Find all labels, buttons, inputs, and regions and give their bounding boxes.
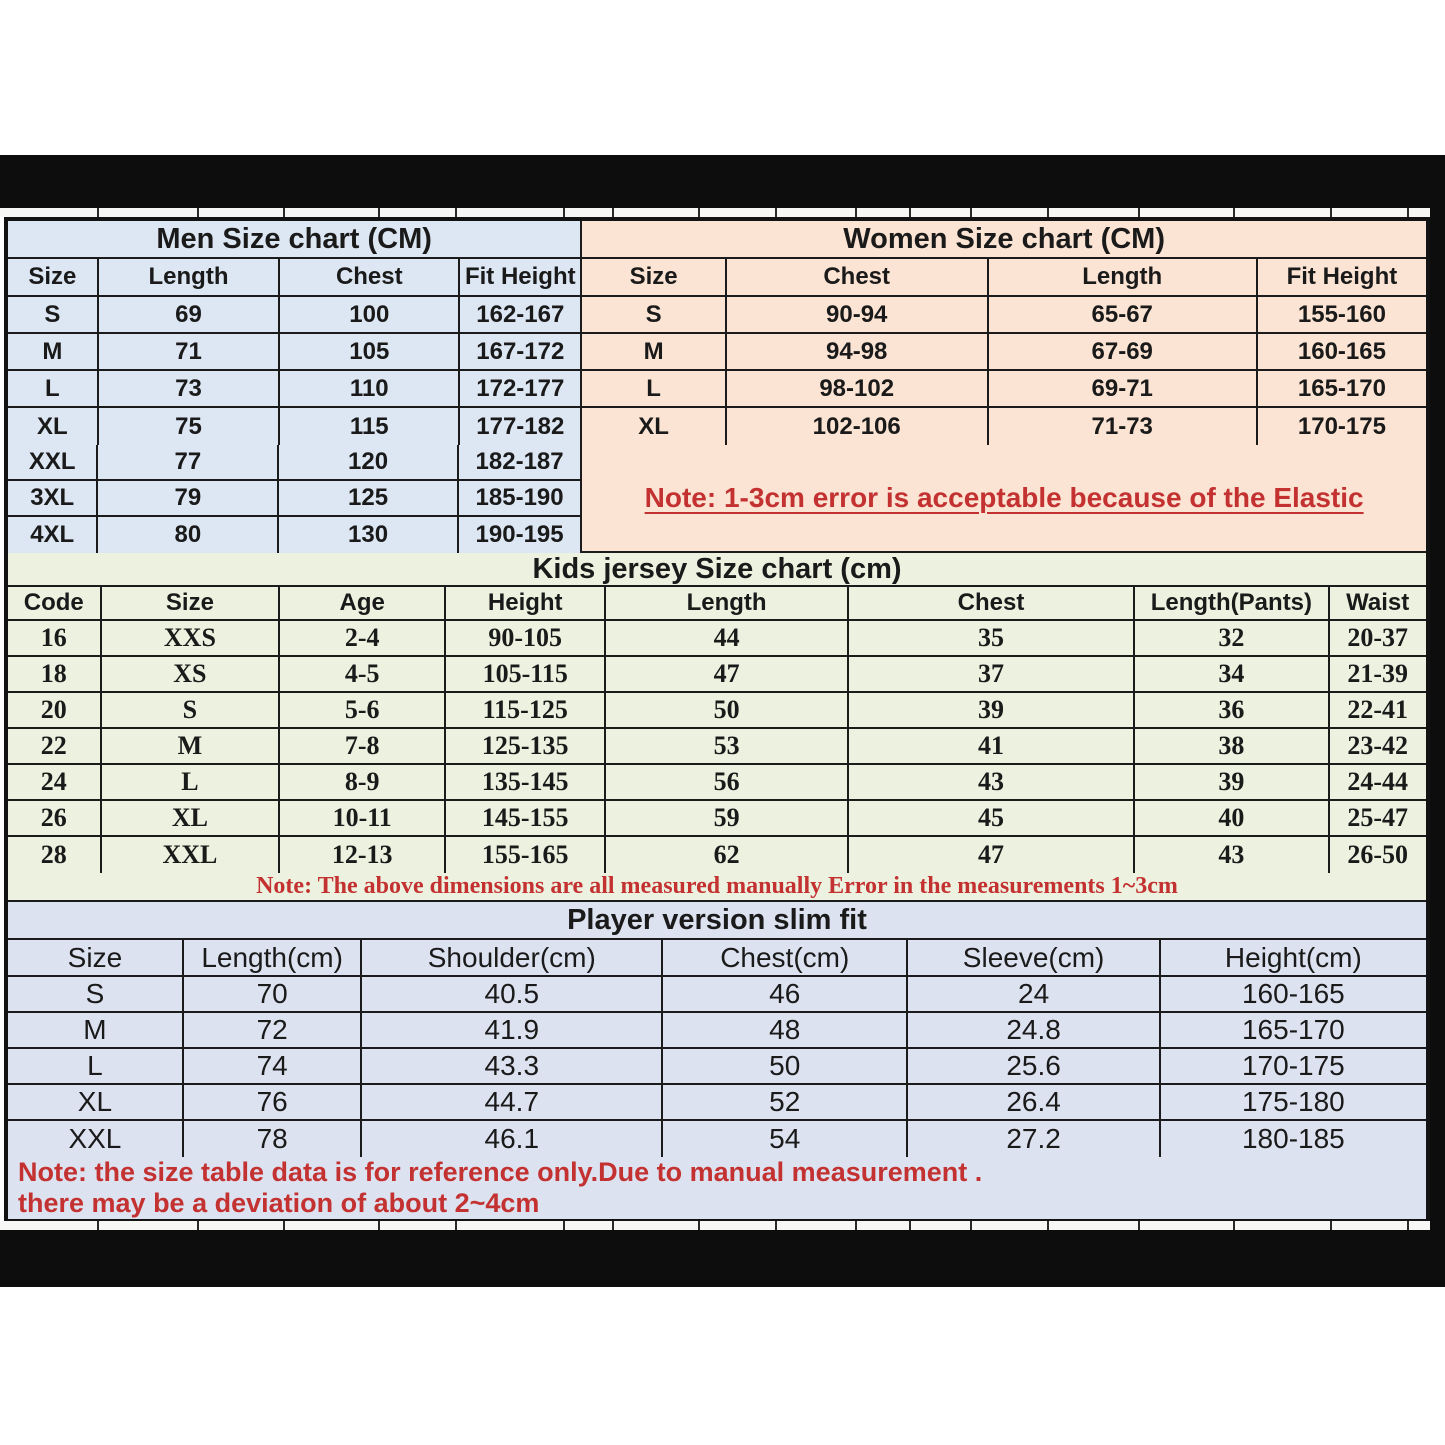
grid-tick: [283, 1221, 285, 1230]
kids-cell-6: 39: [1135, 765, 1329, 799]
size-chart-sheet: [4, 217, 1430, 1222]
men-women-data-rows: [8, 297, 1426, 445]
men-cell-3: 177-182: [460, 408, 582, 445]
kids-cell-0: 28: [8, 837, 102, 873]
right-letterbox-strip: [1430, 208, 1445, 1230]
top-letterbox-bar: [0, 155, 1445, 208]
bottom-crop-row-strip: [0, 1221, 1430, 1230]
grid-tick: [698, 1221, 700, 1230]
player-cell-5: 165-170: [1241, 1014, 1345, 1045]
kids-cell-4: 53: [606, 729, 848, 763]
grid-tick: [970, 208, 972, 217]
grid-tick: [1330, 1221, 1332, 1230]
men-cell-3: 182-187: [459, 445, 580, 479]
kids-cell-1: M: [102, 729, 281, 763]
kids-cell-7: 20-37: [1347, 623, 1409, 652]
men-row-0: [8, 297, 1426, 334]
men-women-header-row: [8, 259, 1426, 297]
kids-cell-1: S: [102, 693, 281, 727]
kids-cell-7: 21-39: [1347, 659, 1409, 688]
men-cell-0: XXL: [8, 445, 98, 479]
kids-cell-2: 7-8: [280, 729, 446, 763]
player-cell-3: 52: [663, 1085, 908, 1119]
kids-cell-5: 43: [849, 765, 1135, 799]
kids-cell-7: 26-50: [1347, 840, 1409, 869]
player-row-3: [8, 1085, 1426, 1121]
grid-tick: [455, 208, 457, 217]
kids-cell-3: 145-155: [446, 801, 606, 835]
grid-tick: [698, 208, 700, 217]
kids-cell-7: 22-41: [1347, 695, 1409, 724]
grid-tick: [1407, 1221, 1409, 1230]
men-cell-1: 71: [99, 334, 281, 369]
kids-cell-4: 44: [606, 621, 848, 655]
kids-cell-3: 135-145: [446, 765, 606, 799]
men-size-chart-title: Men Size chart (CM): [8, 221, 582, 257]
men-cell-2: 115: [280, 408, 460, 445]
women-size-chart-title: Women Size chart (CM): [582, 221, 1426, 257]
kids-cell-7: 25-47: [1347, 803, 1409, 832]
kids-cell-6: 34: [1135, 657, 1329, 691]
men-cell-2: 120: [279, 445, 459, 479]
kids-cell-1: L: [102, 765, 281, 799]
player-cell-2: 46.1: [362, 1121, 663, 1157]
player-cell-4: 27.2: [908, 1121, 1160, 1157]
player-cell-3: 48: [663, 1013, 908, 1047]
bottom-note-row: [8, 1157, 1426, 1219]
player-row-4: [8, 1121, 1426, 1157]
women-cell-5: 94-98: [727, 334, 989, 369]
women-cell-4: S: [582, 297, 727, 332]
kids-cell-6: 32: [1135, 621, 1329, 655]
men-cell-2: 110: [280, 371, 460, 406]
men-header-cell-0: Size: [8, 259, 99, 295]
player-cell-5: 180-185: [1241, 1123, 1345, 1154]
kids-row-0: [8, 621, 1426, 657]
kids-cell-2: 10-11: [280, 801, 446, 835]
player-cell-5: 160-165: [1241, 978, 1345, 1009]
player-row-1: [8, 1013, 1426, 1049]
men-cell-1: 80: [98, 517, 279, 553]
grid-tick: [775, 1221, 777, 1230]
player-cell-3: 50: [663, 1049, 908, 1083]
top-crop-row-strip: [0, 208, 1430, 217]
women-cell-4: M: [582, 334, 727, 369]
grid-tick: [612, 1221, 614, 1230]
men-cell-3: 172-177: [460, 371, 582, 406]
kids-cell-0: 26: [8, 801, 102, 835]
player-cell-2: 41.9: [362, 1013, 663, 1047]
kids-cell-4: 59: [606, 801, 848, 835]
player-cell-2: 43.3: [362, 1049, 663, 1083]
kids-header-cell-0: Code: [8, 587, 102, 619]
kids-cell-2: 8-9: [280, 765, 446, 799]
player-cell-4: 25.6: [908, 1049, 1160, 1083]
grid-tick: [378, 208, 380, 217]
player-cell-0: XXL: [8, 1121, 184, 1157]
kids-cell-3: 115-125: [446, 693, 606, 727]
men-row-2: [8, 371, 1426, 408]
grid-tick: [283, 208, 285, 217]
women-cell-5: 102-106: [727, 408, 989, 445]
kids-cell-4: 56: [606, 765, 848, 799]
kids-cell-4: 47: [606, 657, 848, 691]
grid-tick: [1138, 1221, 1140, 1230]
women-cell-6: 65-67: [989, 297, 1258, 332]
player-header-cell-2: Shoulder(cm): [362, 940, 663, 975]
kids-cell-5: 35: [849, 621, 1135, 655]
men-cell-0: 4XL: [8, 517, 98, 553]
kids-cell-0: 20: [8, 693, 102, 727]
section-titles-row: [8, 221, 1426, 259]
women-cell-4: XL: [582, 408, 727, 445]
grid-tick: [97, 1221, 99, 1230]
player-cell-3: 54: [663, 1121, 908, 1157]
kids-cell-6: 40: [1135, 801, 1329, 835]
kids-cell-4: 62: [606, 837, 848, 873]
kids-header-cell-7: Waist: [1346, 589, 1410, 616]
player-cell-0: M: [8, 1013, 184, 1047]
kids-cell-5: 45: [849, 801, 1135, 835]
kids-header-cell-1: Size: [102, 587, 281, 619]
women-cell-6: 71-73: [989, 408, 1258, 445]
men-cell-3: 162-167: [460, 297, 582, 332]
kids-size-chart-title: Kids jersey Size chart (cm): [8, 553, 1426, 587]
kids-cell-5: 37: [849, 657, 1135, 691]
kids-cell-2: 2-4: [280, 621, 446, 655]
women-cell-7: 155-160: [1258, 297, 1426, 332]
player-cell-4: 24.8: [908, 1013, 1160, 1047]
kids-cell-2: 5-6: [280, 693, 446, 727]
bottom-note-line2: there may be a deviation of about 2~4cm: [18, 1188, 540, 1218]
women-cell-7: 165-170: [1258, 371, 1426, 406]
men-header-cell-3: Fit Height: [460, 259, 582, 295]
kids-header-cell-5: Chest: [849, 587, 1135, 619]
player-data-rows: [8, 977, 1426, 1157]
kids-note-row: [8, 873, 1426, 902]
women-note-cell: [582, 445, 1426, 551]
men-cell-3: 185-190: [459, 481, 580, 515]
men-cell-0: XL: [8, 408, 99, 445]
men-cell-1: 73: [99, 371, 281, 406]
kids-header-cell-3: Height: [446, 587, 606, 619]
women-cell-7: 160-165: [1258, 334, 1426, 369]
kids-cell-1: XL: [102, 801, 281, 835]
player-cell-5: 170-175: [1241, 1050, 1345, 1081]
grid-tick: [1330, 208, 1332, 217]
grid-tick: [197, 208, 199, 217]
kids-row-5: [8, 801, 1426, 837]
women-cell-7: 170-175: [1258, 408, 1426, 445]
men-cell-1: 77: [98, 445, 279, 479]
men-row-0: [8, 445, 580, 481]
kids-cell-5: 47: [849, 837, 1135, 873]
men-cell-3: 167-172: [460, 334, 582, 369]
grid-tick: [1138, 208, 1140, 217]
women-header-cell-7: Fit Height: [1258, 259, 1426, 295]
kids-cell-2: 12-13: [280, 837, 446, 873]
grid-tick: [909, 1221, 911, 1230]
women-cell-5: 90-94: [727, 297, 989, 332]
player-version-title: Player version slim fit: [8, 902, 1426, 940]
men-header-cell-1: Length: [99, 259, 281, 295]
women-cell-5: 98-102: [727, 371, 989, 406]
kids-cell-7: 23-42: [1347, 731, 1409, 760]
women-cell-6: 67-69: [989, 334, 1258, 369]
kids-cell-6: 36: [1135, 693, 1329, 727]
player-cell-2: 40.5: [362, 977, 663, 1011]
women-header-cell-4: Size: [582, 259, 727, 295]
kids-row-2: [8, 693, 1426, 729]
grid-tick: [970, 1221, 972, 1230]
kids-cell-4: 50: [606, 693, 848, 727]
player-cell-1: 72: [184, 1013, 363, 1047]
player-cell-3: 46: [663, 977, 908, 1011]
kids-header-cell-2: Age: [280, 587, 446, 619]
player-row-0: [8, 977, 1426, 1013]
men-cell-2: 105: [280, 334, 460, 369]
player-cell-1: 76: [184, 1085, 363, 1119]
kids-row-4: [8, 765, 1426, 801]
kids-row-3: [8, 729, 1426, 765]
kids-cell-5: 41: [849, 729, 1135, 763]
men-header-cell-2: Chest: [280, 259, 460, 295]
player-cell-0: L: [8, 1049, 184, 1083]
player-cell-4: 26.4: [908, 1085, 1160, 1119]
women-cell-4: L: [582, 371, 727, 406]
player-cell-2: 44.7: [362, 1085, 663, 1119]
grid-tick: [1407, 208, 1409, 217]
grid-tick: [1233, 208, 1235, 217]
player-cell-1: 78: [184, 1121, 363, 1157]
grid-tick: [97, 208, 99, 217]
bottom-letterbox-bar: [0, 1230, 1445, 1287]
kids-header-cell-6: Length(Pants): [1135, 587, 1329, 619]
grid-tick: [909, 208, 911, 217]
player-cell-4: 24: [908, 977, 1160, 1011]
men-cell-2: 100: [280, 297, 460, 332]
men-extra-size-rows: [8, 445, 582, 551]
grid-tick: [775, 208, 777, 217]
kids-cell-3: 105-115: [446, 657, 606, 691]
kids-cell-3: 90-105: [446, 621, 606, 655]
kids-cell-1: XS: [102, 657, 281, 691]
kids-cell-7: 24-44: [1347, 767, 1409, 796]
player-header-cell-1: Length(cm): [184, 940, 363, 975]
player-header-cell-4: Sleeve(cm): [908, 940, 1160, 975]
grid-tick: [855, 208, 857, 217]
grid-tick: [1047, 208, 1049, 217]
kids-cell-1: XXL: [102, 837, 281, 873]
grid-tick: [455, 1221, 457, 1230]
kids-header-cell-4: Length: [606, 587, 848, 619]
player-cell-5: 175-180: [1241, 1086, 1345, 1117]
kids-data-rows: [8, 621, 1426, 873]
men-cell-0: M: [8, 334, 99, 369]
women-header-cell-6: Length: [989, 259, 1258, 295]
kids-row-6: [8, 837, 1426, 873]
grid-tick: [1233, 1221, 1235, 1230]
kids-header-row: [8, 587, 1426, 621]
kids-cell-2: 4-5: [280, 657, 446, 691]
grid-tick: [563, 208, 565, 217]
kids-cell-3: 155-165: [446, 837, 606, 873]
player-cell-0: XL: [8, 1085, 184, 1119]
player-header-row: [8, 940, 1426, 977]
men-cell-0: S: [8, 297, 99, 332]
men-cell-0: L: [8, 371, 99, 406]
grid-tick: [855, 1221, 857, 1230]
grid-tick: [197, 1221, 199, 1230]
grid-tick: [612, 208, 614, 217]
men-cell-1: 75: [99, 408, 281, 445]
player-cell-1: 70: [184, 977, 363, 1011]
kids-cell-0: 16: [8, 621, 102, 655]
player-cell-1: 74: [184, 1049, 363, 1083]
player-header-cell-3: Chest(cm): [663, 940, 908, 975]
kids-measurement-note: Note: The above dimensions are all measured manually Error in the measurements 1~3cm: [256, 873, 1178, 899]
men-cell-3: 190-195: [459, 517, 580, 553]
player-header-cell-5: Height(cm): [1224, 941, 1362, 973]
women-cell-6: 69-71: [989, 371, 1258, 406]
men-row-1: [8, 334, 1426, 371]
grid-tick: [1047, 1221, 1049, 1230]
player-header-cell-0: Size: [8, 940, 184, 975]
player-cell-0: S: [8, 977, 184, 1011]
women-header-cell-5: Chest: [727, 259, 989, 295]
kids-cell-3: 125-135: [446, 729, 606, 763]
kids-cell-0: 22: [8, 729, 102, 763]
kids-cell-5: 39: [849, 693, 1135, 727]
men-cell-0: 3XL: [8, 481, 98, 515]
men-extra-sizes-and-women-note-band: [8, 445, 1426, 553]
grid-tick: [378, 1221, 380, 1230]
kids-cell-6: 38: [1135, 729, 1329, 763]
kids-cell-0: 18: [8, 657, 102, 691]
player-row-2: [8, 1049, 1426, 1085]
men-row-1: [8, 481, 580, 517]
grid-tick: [563, 1221, 565, 1230]
kids-cell-0: 24: [8, 765, 102, 799]
men-cell-2: 125: [279, 481, 459, 515]
men-cell-2: 130: [279, 517, 459, 553]
women-elastic-note: Note: 1-3cm error is acceptable because of the Elastic: [644, 482, 1364, 513]
men-cell-1: 69: [99, 297, 281, 332]
kids-cell-6: 43: [1135, 837, 1329, 873]
kids-row-1: [8, 657, 1426, 693]
kids-cell-1: XXS: [102, 621, 281, 655]
bottom-note-line1: Note: the size table data is for reference only.Due to manual measurement .: [18, 1157, 983, 1187]
men-row-3: [8, 408, 1426, 445]
men-cell-1: 79: [98, 481, 279, 515]
men-row-2: [8, 517, 580, 553]
